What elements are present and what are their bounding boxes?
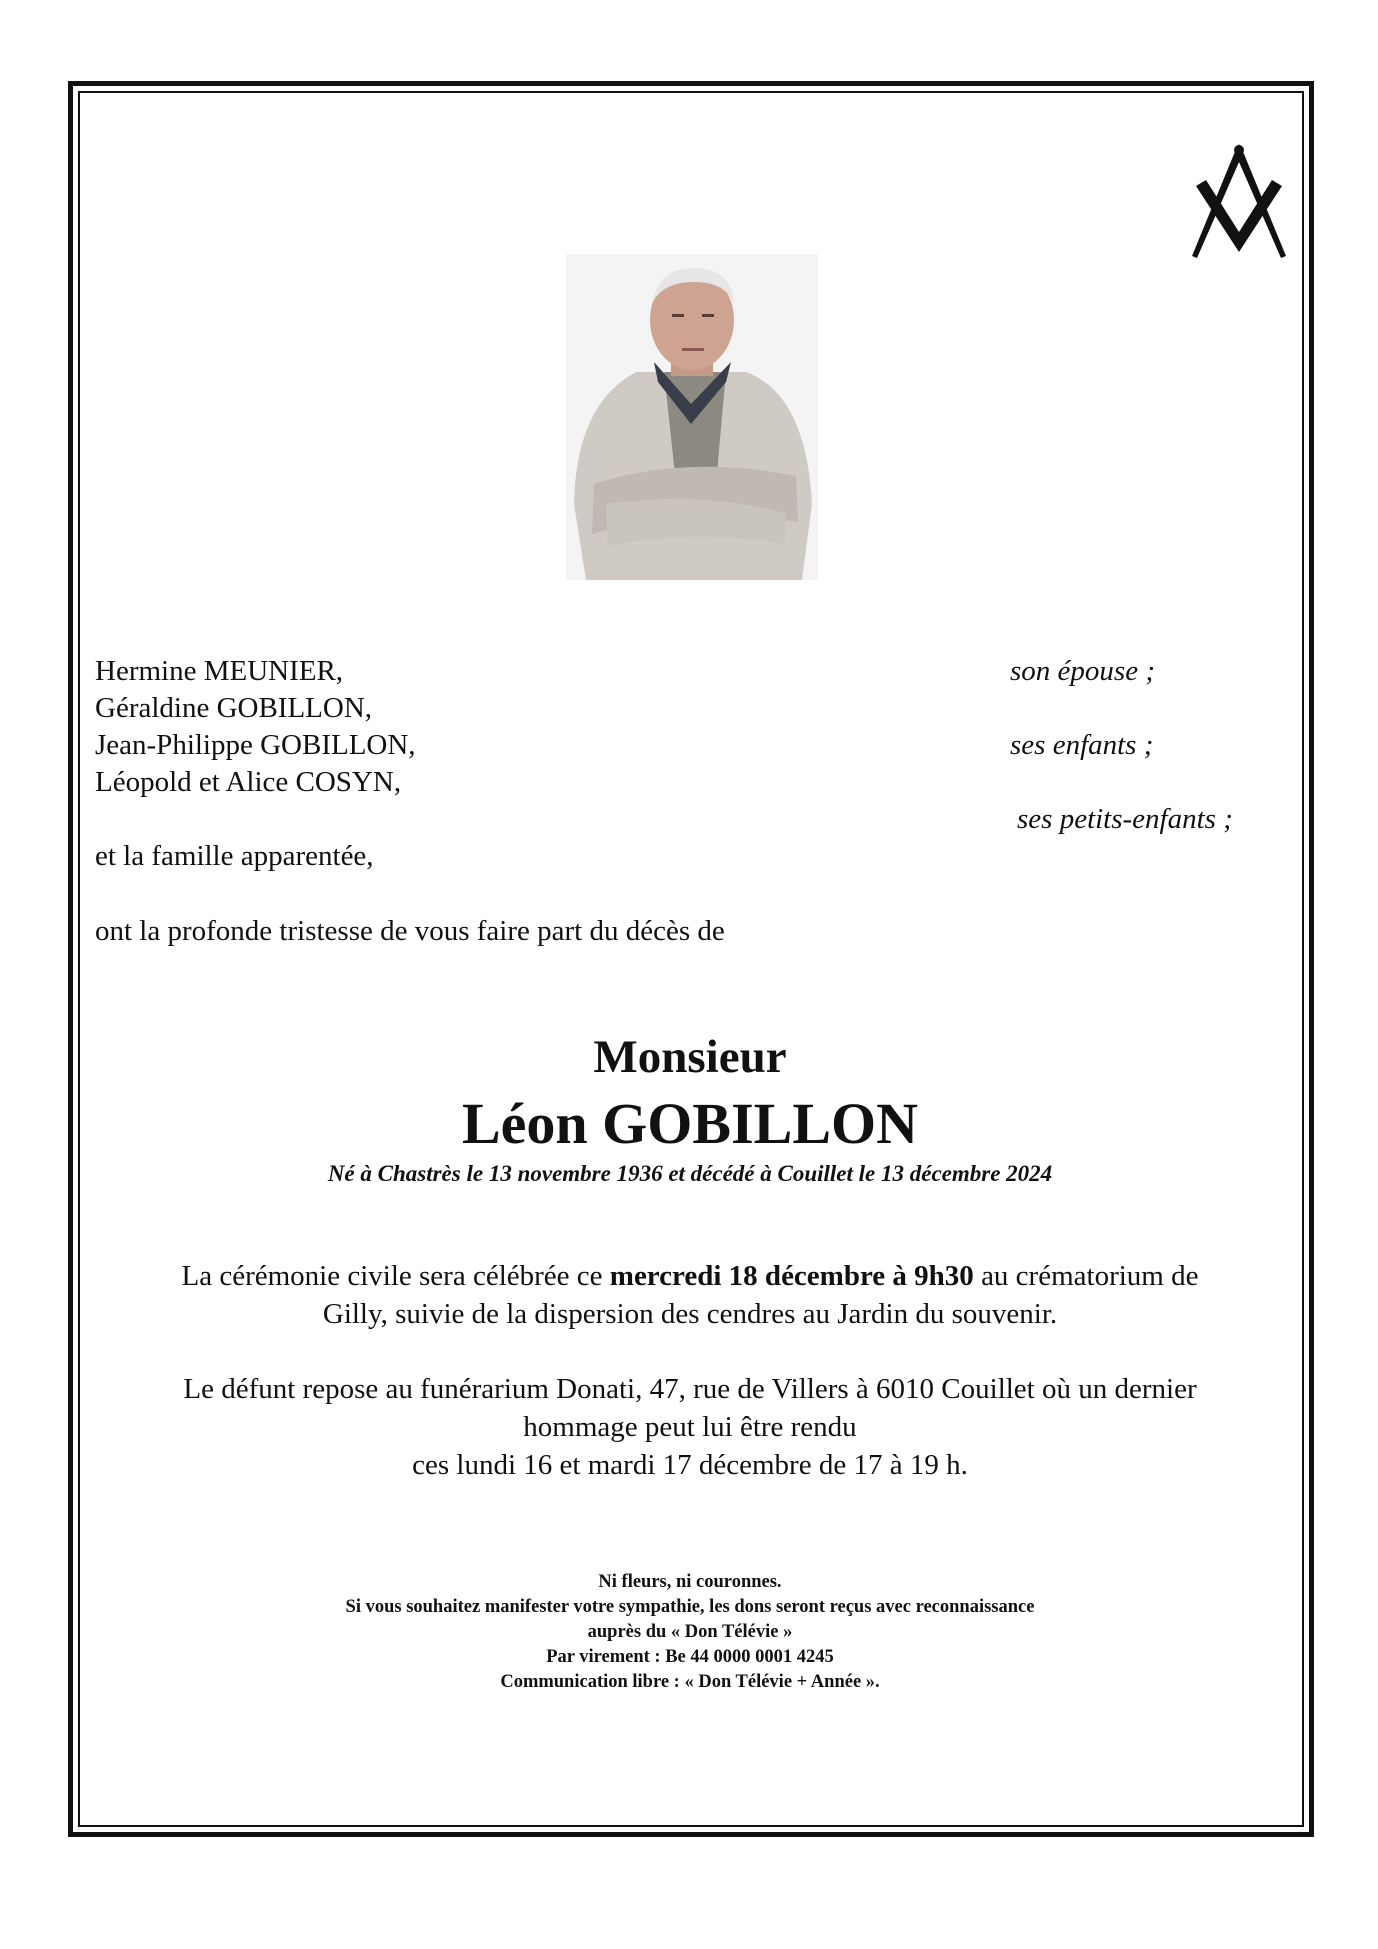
visitation-line-1: Le défunt repose au funérarium Donati, 47, rue de Villers à 6010 Couillet où un dernier [183, 1373, 1197, 1405]
birth-death-dates: Né à Chastrès le 13 novembre 1936 et décédé à Couillet le 13 décembre 2024 [327, 1161, 1053, 1186]
deceased-honorific: Monsieur [593, 1031, 787, 1083]
ceremony-text-after: au crématorium de [973, 1260, 1199, 1292]
extended-family-line: et la famille apparentée, [95, 840, 374, 872]
square-and-compasses-icon [1184, 140, 1294, 260]
ceremony-line-1 [90, 1257, 1290, 1295]
ceremony-text-before: La cérémonie civile sera célébrée ce [181, 1260, 610, 1292]
visitation-paragraph [90, 1370, 1290, 1484]
notes-line: Si vous souhaitez manifester votre sympathie, les dons seront reçus avec reconnaissance [345, 1597, 1035, 1617]
ceremony-paragraph [90, 1257, 1290, 1333]
announcement-line: ont la profonde tristesse de vous faire part du décès de [95, 915, 725, 947]
visitation-line-3: ces lundi 16 et mardi 17 décembre de 17 à 19 h. [412, 1449, 968, 1481]
family-member-name: Hermine MEUNIER, [95, 655, 344, 687]
ceremony-date-time: mercredi 18 décembre à 9h30 [609, 1260, 974, 1292]
ceremony-line-2: Gilly, suivie de la dispersion des cendres au Jardin du souvenir. [322, 1298, 1058, 1330]
family-member-role: son épouse ; [1010, 655, 1155, 687]
notes-line: auprès du « Don Télévie » [587, 1622, 793, 1642]
family-member-name: Jean-Philippe GOBILLON, [95, 729, 416, 761]
deceased-name: Léon GOBILLON [461, 1091, 919, 1156]
family-member-name: Léopold et Alice COSYN, [95, 766, 402, 798]
visitation-line-2: hommage peut lui être rendu [523, 1411, 857, 1443]
notes-line: Par virement : Be 44 0000 0001 4245 [546, 1647, 834, 1667]
donation-notes [90, 1570, 1290, 1695]
notes-line: Ni fleurs, ni couronnes. [598, 1572, 782, 1592]
family-member-name: Géraldine GOBILLON, [95, 692, 373, 724]
portrait-photo [566, 254, 818, 580]
family-member-role: ses enfants ; [1010, 729, 1154, 761]
notes-line: Communication libre : « Don Télévie + Année ». [500, 1672, 880, 1692]
family-member-role: ses petits-enfants ; [1017, 803, 1233, 835]
